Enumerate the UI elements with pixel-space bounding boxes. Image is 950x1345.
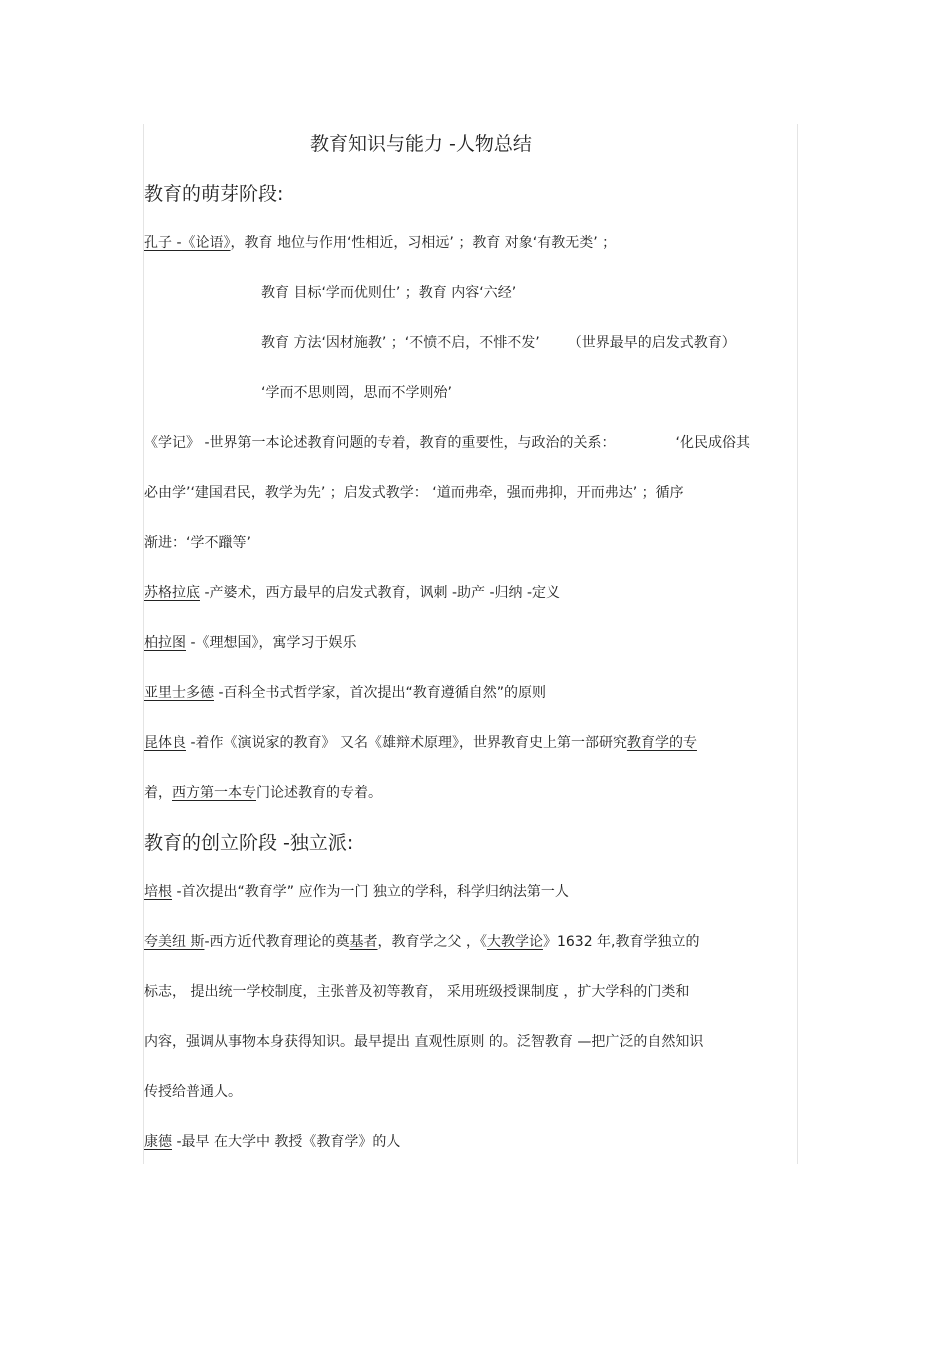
page-right-border [797, 124, 798, 1164]
plato-name: 柏拉图 [144, 635, 186, 651]
bacon-line [144, 882, 569, 902]
xueji-line-1 [144, 433, 750, 453]
aristotle-text: -百科全书式哲学家，首次提出“教育遵循自然”的原则 [214, 685, 547, 701]
xueji-line-3: 渐进：‘学不躐等’ [144, 535, 251, 551]
quintilian-line-2 [144, 783, 382, 803]
confucius-note: （世界最早的启发式教育） [567, 335, 736, 351]
confucius-line-1 [144, 233, 616, 253]
confucius-sep: - [172, 235, 182, 251]
comenius-text-a: -西方近代教育理论的奠 [204, 934, 350, 950]
xueji-text-b: ‘化民成俗其 [675, 435, 750, 451]
socrates-line [144, 583, 560, 603]
quintilian-name: 昆体良 [144, 735, 186, 751]
aristotle-line [144, 683, 546, 703]
comenius-line-3: 内容，强调从事物本身获得知识。最早提出 直观性原则 的。泛智教育 —把广泛的自然知识 [144, 1034, 704, 1050]
section-heading-founding: 教育的创立阶段 -独立派: [144, 832, 354, 854]
socrates-text: -产婆术，西方最早的启发式教育，讽刺 -助产 -归纳 -定义 [200, 585, 561, 601]
section-heading-sprout: 教育的萌芽阶段: [144, 183, 284, 205]
confucius-name: 孔子 [144, 235, 172, 251]
quintilian-underlined-1: 教育学的专 [626, 735, 697, 751]
quintilian-text-2b: 门论述教育的专着。 [256, 785, 382, 801]
bacon-name: 培根 [144, 884, 172, 900]
kant-name: 康德 [144, 1134, 172, 1150]
quintilian-line-1 [144, 733, 697, 753]
document-title: 教育知识与能力 -人物总结 [310, 133, 532, 155]
quintilian-underlined-2: 西方第一本专 [172, 785, 256, 801]
comenius-text-c: 》1632 年,教育学独立的 [542, 934, 700, 950]
quintilian-text: -着作《演说家的教育》 又名《雄辩术原理》，世界教育史上第一部研究 [186, 735, 627, 751]
quintilian-text-2a: 着， [144, 785, 172, 801]
confucius-method: 教育 方法‘因材施教’ ；‘不愤不启，不悱不发’ [261, 335, 540, 351]
socrates-name: 苏格拉底 [144, 585, 200, 601]
comenius-underlined-2: 大教学论 [486, 934, 543, 950]
confucius-line-3 [261, 333, 736, 353]
bacon-text: -首次提出“教育学” 应作为一门 独立的学科，科学归纳法第一人 [172, 884, 569, 900]
confucius-work: 《论语》 [181, 235, 231, 251]
comenius-line-4: 传授给普通人。 [144, 1084, 242, 1100]
confucius-line-4: ‘学而不思则罔，思而不学则殆’ [261, 385, 452, 401]
comenius-line-1 [144, 932, 700, 952]
comenius-name: 夸美纽 斯 [144, 934, 205, 950]
comenius-underlined-1: 基者 [349, 934, 378, 950]
kant-text: -最早 在大学中 教授《教育学》的人 [172, 1134, 401, 1150]
confucius-line-2: 教育 目标‘学而优则仕’ ；教育 内容‘六经’ [261, 285, 517, 301]
comenius-line-2: 标志， 提出统一学校制度，主张普及初等教育， 采用班级授课制度 ，扩大学科的门类和 [144, 984, 690, 1000]
confucius-text: ，教育 地位与作用‘性相近，习相远’ ；教育 对象‘有教无类’ ； [230, 235, 617, 251]
comenius-text-b: ，教育学之父 ，《 [377, 934, 487, 950]
aristotle-name: 亚里士多德 [144, 685, 214, 701]
xueji-text-a: 《学记》 -世界第一本论述教育问题的专着，教育的重要性，与政治的关系： [144, 435, 616, 451]
plato-line [144, 633, 357, 653]
kant-line [144, 1132, 400, 1152]
plato-text: -《理想国》，寓学习于娱乐 [186, 635, 357, 651]
xueji-line-2: 必由学’‘建国君民，教学为先’ ；启发式教学： ‘道而弗牵，强而弗抑，开而弗达’ ；循序 [144, 485, 684, 501]
